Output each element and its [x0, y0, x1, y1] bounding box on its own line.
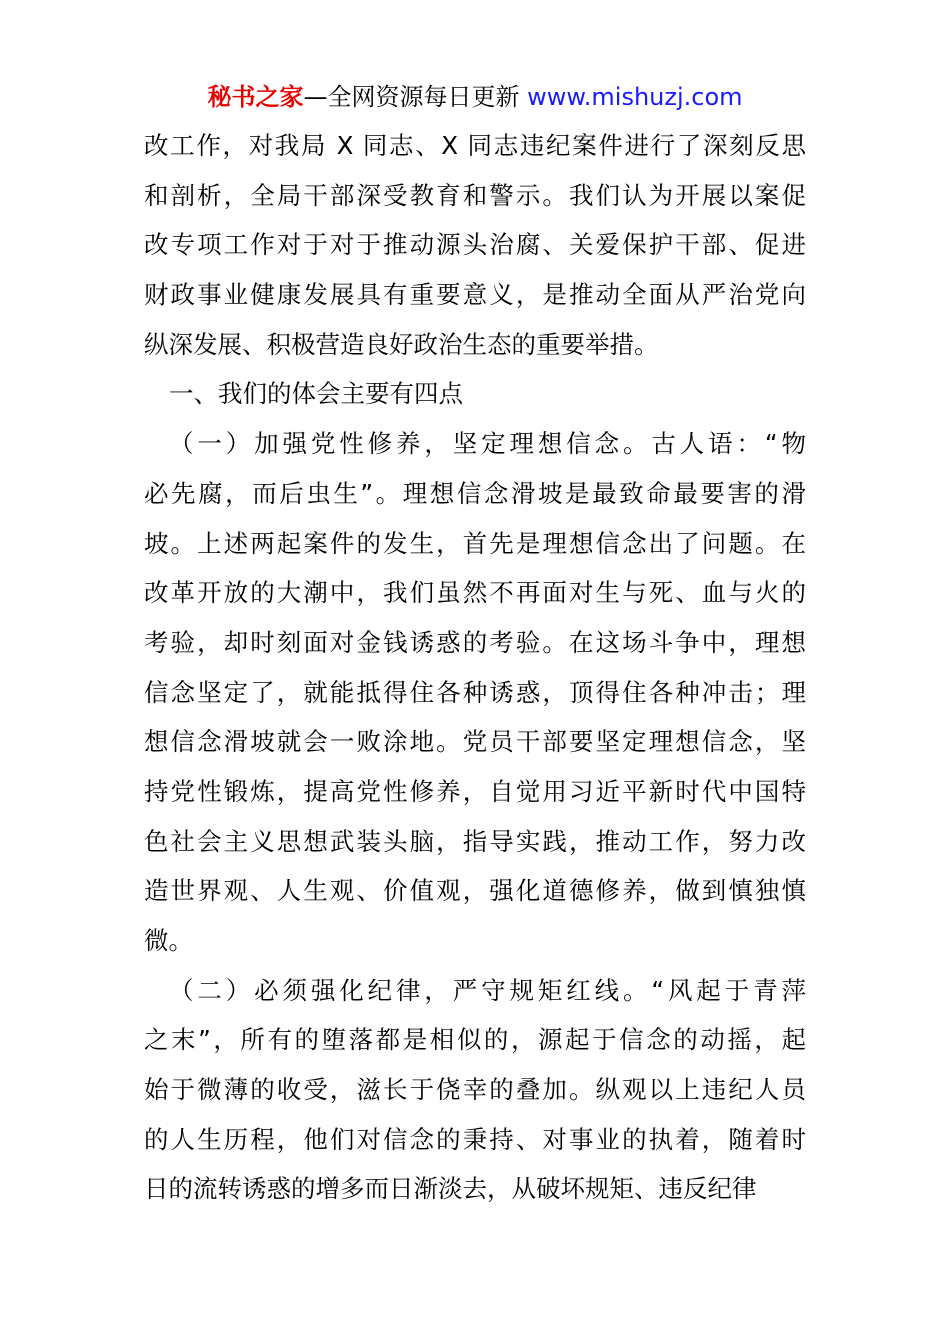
text-line: 纵深发展、积极营造良好政治生态的重要举措。 — [144, 329, 659, 359]
text-line: 的人生历程，他们对信念的秉持、对事业的执着，随着时 — [144, 1124, 806, 1154]
text-line: 改工作，对我局 X 同志、X 同志违纪案件进行了深刻反思 — [144, 131, 806, 160]
site-slogan: —全网资源每日更新 — [303, 83, 528, 111]
text-line: 考验，却时刻面对金钱诱惑的考验。在这场斗争中，理想 — [144, 627, 806, 657]
paragraph — [144, 121, 806, 369]
text-line: （二）必须强化纪律，严守规矩红线。“风起于青萍 — [169, 975, 806, 1005]
text-line: 微。 — [144, 926, 193, 955]
text-line: 日的流转诱惑的增多而日渐淡去，从破坏规矩、违反纪律 — [144, 1174, 757, 1204]
document-body — [144, 121, 806, 1214]
paragraph — [144, 369, 806, 419]
site-url-link[interactable]: www.mishuzj.com — [527, 83, 743, 111]
text-line: 和剖析，全局干部深受教育和警示。我们认为开展以案促 — [144, 180, 806, 210]
text-line: 必先腐，而后虫生”。理想信念滑坡是最致命最要害的滑 — [144, 478, 806, 508]
paragraph — [144, 419, 806, 966]
text-line: 色社会主义思想武装头脑，指导实践，推动工作，努力改 — [144, 826, 806, 856]
text-line: 持党性锻炼，提高党性修养，自觉用习近平新时代中国特 — [144, 776, 806, 806]
paragraph — [144, 966, 806, 1214]
site-header — [0, 80, 950, 114]
text-line: 造世界观、人生观、价值观，强化道德修养，做到慎独慎 — [144, 876, 806, 906]
text-line: 坡。上述两起案件的发生，首先是理想信念出了问题。在 — [144, 528, 806, 558]
text-line: 改专项工作对于对于推动源头治腐、关爱保护干部、促进 — [144, 230, 806, 260]
text-line: 财政事业健康发展具有重要意义，是推动全面从严治党向 — [144, 280, 806, 310]
text-line: （一）加强党性修养，坚定理想信念。古人语：“物 — [169, 429, 806, 459]
text-line: 始于微薄的收受，滋长于侥幸的叠加。纵观以上违纪人员 — [144, 1075, 806, 1105]
text-line: 之末”，所有的堕落都是相似的，源起于信念的动摇，起 — [144, 1025, 806, 1055]
text-line: 一、我们的体会主要有四点 — [169, 379, 463, 409]
text-line: 想信念滑坡就会一败涂地。党员干部要坚定理想信念，坚 — [144, 727, 806, 757]
text-line: 信念坚定了，就能抵得住各种诱惑，顶得住各种冲击；理 — [144, 677, 806, 707]
text-line: 改革开放的大潮中，我们虽然不再面对生与死、血与火的 — [144, 578, 806, 608]
site-brand: 秘书之家 — [207, 83, 304, 111]
